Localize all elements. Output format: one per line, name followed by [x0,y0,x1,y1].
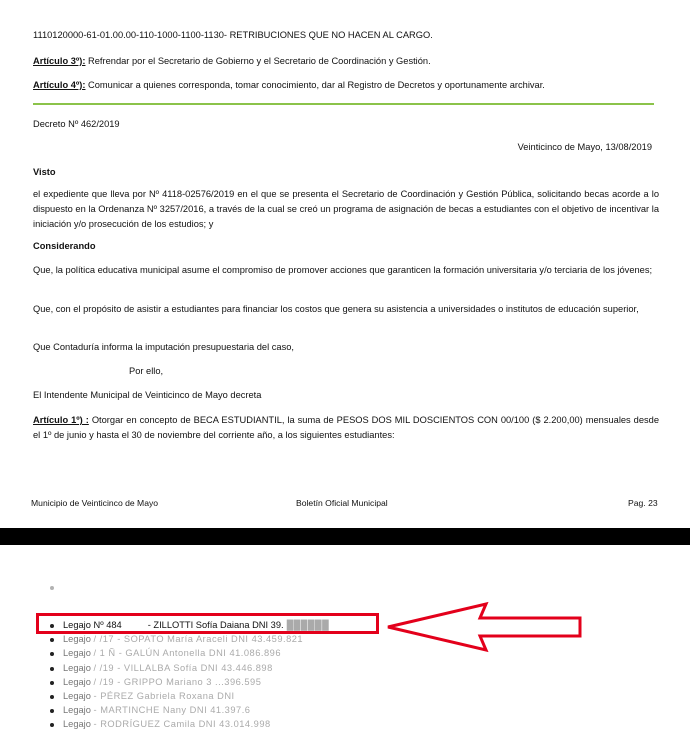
article-3-label: Artículo 3º): [33,56,86,66]
considerando-paragraph-1: Que, la política educativa municipal asume el compromiso de promover acciones que garanticen la formación universitaria y/o terciaria de los jóvenes; [33,265,653,275]
bullet-icon [50,638,54,642]
blurred-text: - MARTINCHE Nany DNI 41.397.6 [93,705,251,715]
article-3 [33,56,431,66]
article-1-text: Otorgar en concepto de BECA ESTUDIANTIL, la suma de PESOS DOS MIL DOSCIENTOS CON 00/100 ($ 2.200,00) mensuales desde el 1º de junio y hasta el 30 de noviembre del corriente año, a los siguientes estudiantes: [33,415,660,440]
legajo-label: Legajo [63,648,91,658]
footer-municipality: Municipio de Veinticinco de Mayo [31,498,159,508]
bullet-icon [50,695,54,699]
article-1-label: Artículo 1º) : [33,415,89,425]
legajo-label: Legajo [63,677,91,687]
bullet-icon [50,709,54,713]
section-divider [33,103,654,105]
bullet-icon [50,652,54,656]
list-item [50,634,303,644]
legajo-label: Legajo [63,663,91,673]
list-item [50,648,281,658]
highlight-box [36,613,379,634]
blurred-text: / /19 - VILLALBA Sofía DNI 43.446.898 [93,663,273,673]
considerando-paragraph-2: Que, con el propósito de asistir a estudiantes para financiar los costos que genera su asistencia a universidades o institutos de educación superior, [33,304,639,314]
list-item [50,719,271,729]
article-1 [33,413,659,443]
decree-date: Veinticinco de Mayo, 13/08/2019 [517,142,652,152]
footer-page-number: Pag. 23 [628,498,658,508]
blurred-text: - PÉREZ Gabriela Roxana DNI [93,691,235,701]
por-ello: Por ello, [129,366,164,376]
article-3-text: Refrendar por el Secretario de Gobierno y el Secretario de Coordinación y Gestión. [85,56,431,66]
list-item [50,705,250,715]
bullet-icon [50,667,54,671]
student-name: - ZILLOTTI Sofía Daiana DNI 39. [147,620,284,630]
legajo-label: Legajo [63,691,91,701]
right-pointing-arrow-icon [384,600,584,654]
blurred-text: / /19 - GRIPPO Mariano 3 ...396.595 [93,677,262,687]
list-item-cropped [50,582,63,592]
bullet-icon [50,586,54,590]
visto-heading: Visto [33,167,56,177]
visto-text: el expediente que lleva por Nº 4118-02576/2019 en el que se presenta el Secretario de Coordinación y Gestión Pública, solicitando becas acorde a lo dispuesto en la Ordenanza Nº 3257/2016, a través de la cual se creó un programa de asignación de becas a estudiantes con el objetivo de incentivar la iniciación y/o prosecución de los estudios; y [33,189,659,229]
considerando-heading: Considerando [33,241,96,251]
article-4-label: Artículo 4º): [33,80,86,90]
blurred-text: / /17 - SOPATO María Araceli DNI 43.459.821 [93,634,304,644]
article-4 [33,80,545,90]
bullet-icon [50,723,54,727]
legajo-label: Legajo [63,719,91,729]
list-item [50,663,273,673]
budget-line: 1110120000-61-01.00.00-110-1000-1100-1130- RETRIBUCIONES QUE NO HACEN AL CARGO. [33,30,433,40]
intendente-decreta: El Intendente Municipal de Veinticinco de Mayo decreta [33,390,262,400]
legajo-number: Legajo Nº 484 [63,620,122,630]
decree-number: Decreto Nº 462/2019 [33,119,120,129]
blurred-text: / 1 Ñ - GALÚN Antonella DNI 41.086.896 [93,648,281,658]
legajo-label: Legajo [63,634,91,644]
considerando-paragraph-3: Que Contaduría informa la imputación presupuestaria del caso, [33,342,294,352]
blurred-text: - RODRÍGUEZ Camila DNI 43.014.998 [93,719,271,729]
list-item [50,677,261,687]
list-item [50,691,235,701]
redacted-digits: ██████ [283,620,330,630]
bullet-icon [50,681,54,685]
legajo-label: Legajo [63,705,91,715]
page-separator [0,528,690,545]
footer-bulletin: Boletín Oficial Municipal [296,498,388,508]
article-4-text: Comunicar a quienes corresponda, tomar conocimiento, dar al Registro de Decretos y oportunamente archivar. [85,80,545,90]
